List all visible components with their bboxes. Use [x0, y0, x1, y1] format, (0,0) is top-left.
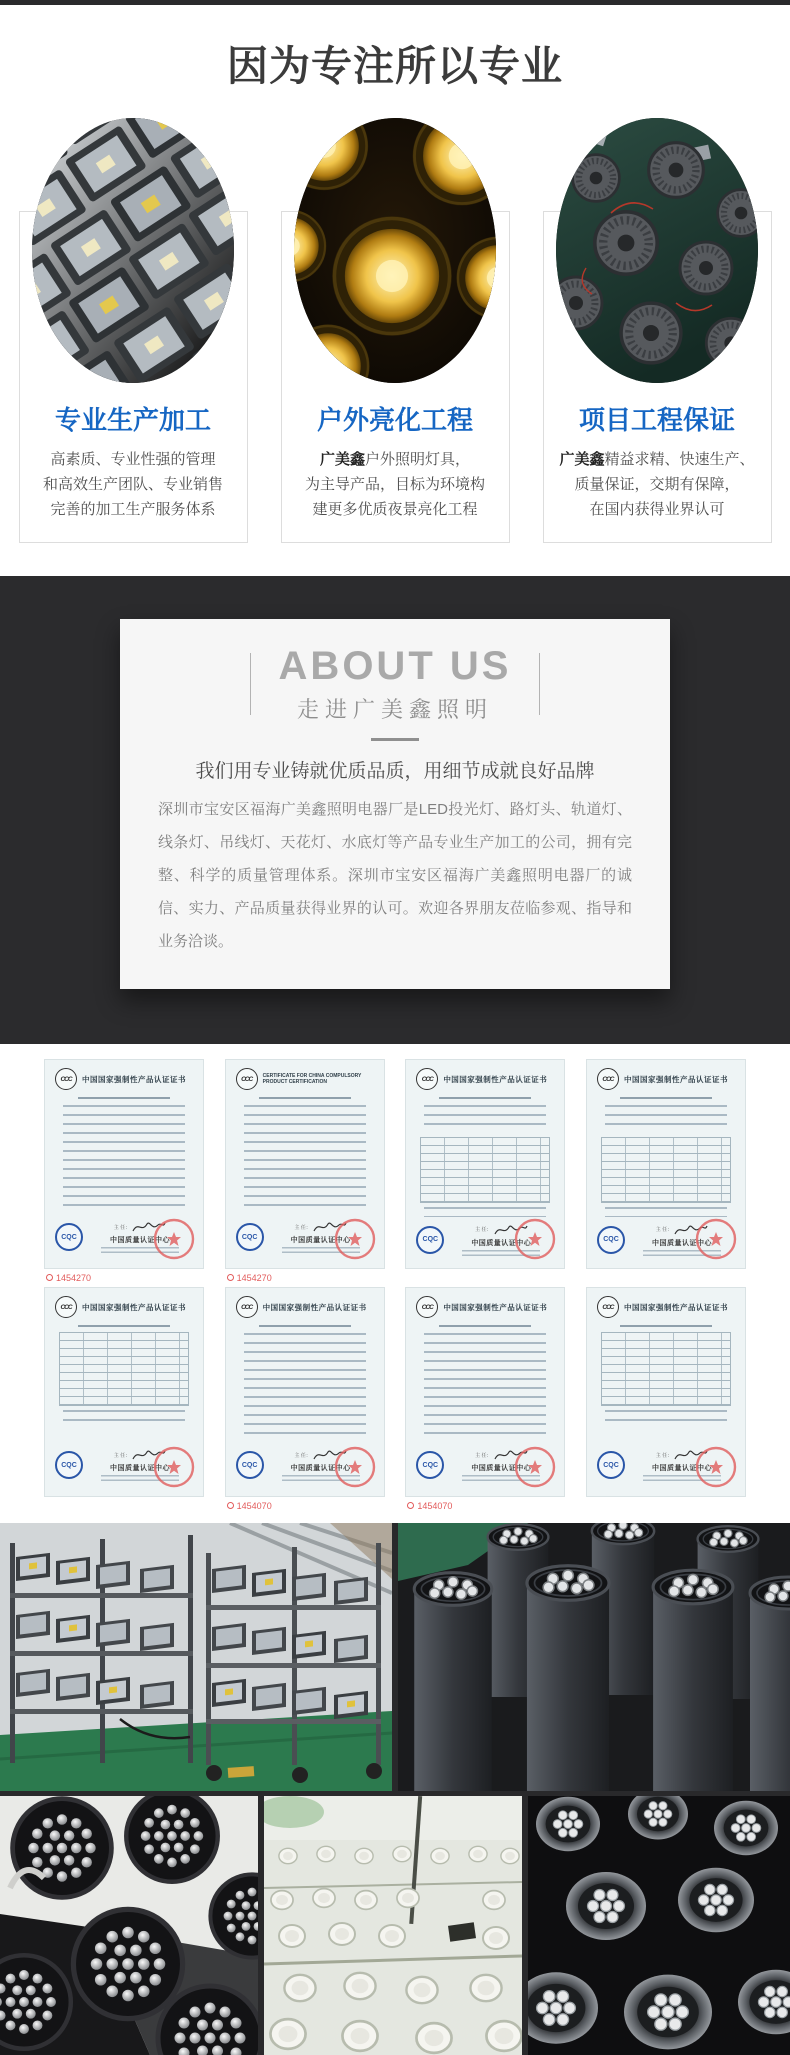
certificate-2 — [225, 1059, 385, 1284]
certificate-title: 中国国家强制性产品认证证书 — [82, 1302, 186, 1312]
glowing-lights-photo — [294, 118, 496, 383]
fine-print — [424, 1105, 546, 1132]
housing-parts-photo-art — [556, 118, 758, 383]
serial-number: 1454270 — [56, 1272, 92, 1283]
certificate-number-line — [78, 1325, 170, 1327]
certificate-title: 中国国家强制性产品认证证书 — [82, 1074, 186, 1084]
certificate-paper — [44, 1287, 204, 1497]
brand-name: 广美鑫 — [559, 451, 605, 468]
certificate-number-line — [78, 1097, 170, 1099]
downlight-cylinders-photo — [398, 1523, 790, 1791]
fine-print — [424, 1207, 546, 1218]
issuer-label: 中国质量认证中心 — [290, 1237, 351, 1245]
red-stamp-icon — [334, 1218, 376, 1260]
ccc-logo-icon: CCC — [416, 1068, 438, 1090]
certificate-serial — [225, 1499, 385, 1512]
red-stamp-icon — [334, 1446, 376, 1488]
about-heading — [158, 645, 632, 723]
ccc-logo-icon: CCC — [597, 1296, 619, 1318]
feature-card-guarantee — [543, 211, 772, 543]
certificate-footer — [236, 1212, 374, 1262]
certificate-paper — [405, 1059, 565, 1269]
issuer-label: 中国质量认证中心 — [651, 1239, 712, 1247]
desc-line: 建更多优质夜景亮化工程 — [312, 501, 478, 518]
certificate-title: 中国国家强制性产品认证证书 — [623, 1302, 728, 1312]
fine-print — [244, 1105, 366, 1212]
certificate-title: 中国国家强制性产品认证证书 — [623, 1074, 728, 1084]
certificate-title: CERTIFICATE FOR CHINA COMPULSORY PRODUCT CERTIFICATION — [262, 1073, 362, 1085]
cqc-logo-icon: CQC — [236, 1451, 264, 1479]
certificate-title: 中国国家强制性产品认证证书 — [262, 1302, 367, 1312]
feature-title: 项目工程保证 — [578, 405, 735, 435]
ccc-logo-icon: CCC — [236, 1296, 258, 1318]
ccc-logo-icon: CCC — [597, 1068, 619, 1090]
signer-label: 主 任： — [113, 1224, 131, 1231]
spec-table — [420, 1137, 550, 1203]
brand-name: 广美鑫 — [319, 451, 365, 468]
cqc-logo-icon: CQC — [416, 1226, 444, 1254]
about-headline: 我们用专业铸就优质品质，用细节成就良好品牌 — [195, 761, 595, 782]
multi-led-lamps-photo — [528, 1796, 790, 2055]
certificate-paper — [225, 1059, 385, 1269]
serial-marker-icon — [46, 1274, 53, 1281]
certificate-paper — [405, 1287, 565, 1497]
red-stamp-icon — [514, 1218, 556, 1260]
desc-line: 精益求精、快速生产、 — [604, 451, 755, 468]
serial-number: 1454270 — [236, 1272, 272, 1283]
certificate-7 — [405, 1287, 565, 1512]
certificate-title: 中国国家强制性产品认证证书 — [443, 1074, 548, 1084]
fine-print — [605, 1207, 727, 1218]
cqc-logo-icon: CQC — [236, 1223, 264, 1251]
signer-label: 主 任： — [294, 1224, 311, 1231]
issuer-label: 中国质量认证中心 — [110, 1237, 170, 1245]
feature-desc — [550, 447, 765, 522]
fine-print — [424, 1333, 546, 1440]
fine-print — [63, 1410, 185, 1422]
certificate-paper — [586, 1287, 746, 1497]
desc-line: 完善的加工生产服务体系 — [50, 501, 216, 518]
red-stamp-icon — [695, 1218, 737, 1260]
issuer-label: 中国质量认证中心 — [471, 1465, 532, 1473]
about-section — [0, 576, 790, 1044]
signer-label: 主 任： — [113, 1452, 131, 1459]
desc-line: 在国内获得业界认可 — [589, 501, 725, 518]
heading-left-line — [250, 653, 251, 715]
cqc-logo-icon: CQC — [597, 1451, 625, 1479]
certificate-number-line — [620, 1097, 712, 1099]
issuer-label: 中国质量认证中心 — [110, 1465, 170, 1472]
certificate-5 — [44, 1287, 204, 1512]
certificate-paper — [225, 1287, 385, 1497]
certificate-8 — [586, 1287, 746, 1512]
certificate-number-line — [259, 1097, 351, 1099]
ccc-logo-icon: CCC — [236, 1068, 258, 1090]
about-body: 深圳市宝安区福海广美鑫照明电器厂是LED投光灯、路灯头、轨道灯、线条灯、吊线灯、天花灯、水底灯等产品专业生产加工的公司，拥有完整、科学的质量管理体系。深圳市宝安区福海广美鑫照明电器厂的诚信、实力、产品质量获得业界的认可。欢迎各界朋友莅临参观、指导和业务洽谈。 — [158, 801, 632, 950]
heading-underline — [371, 738, 419, 741]
certificate-paper — [44, 1059, 204, 1269]
certificate-footer — [597, 1217, 735, 1262]
spec-table — [601, 1137, 731, 1203]
cqc-logo-icon: CQC — [597, 1226, 625, 1254]
serial-number: 1454070 — [236, 1500, 272, 1511]
spec-table — [601, 1332, 731, 1406]
glowing-lights-photo-art — [294, 118, 496, 383]
red-stamp-icon — [153, 1218, 195, 1260]
gallery-row-1 — [0, 1523, 790, 1791]
feature-title: 专业生产加工 — [54, 405, 211, 435]
desc-line: 和高效生产团队、专业销售 — [42, 476, 223, 493]
factory-gallery — [0, 1523, 790, 2055]
fine-print — [63, 1105, 185, 1212]
desc-line: 户外照明灯具， — [365, 451, 471, 468]
signer-label: 主 任： — [655, 1227, 673, 1234]
certificate-footer — [55, 1212, 193, 1262]
certificate-footer — [416, 1440, 554, 1490]
feature-cards — [0, 117, 790, 543]
serial-marker-icon — [227, 1502, 234, 1509]
ccc-logo-icon: CCC — [55, 1296, 77, 1318]
gallery-row-2 — [0, 1796, 790, 2055]
signer-label: 主 任： — [475, 1452, 492, 1459]
page-title: 因为专注所以专业 — [227, 43, 563, 89]
feature-section — [0, 5, 790, 543]
ccc-logo-icon: CCC — [55, 1068, 77, 1090]
cqc-logo-icon: CQC — [55, 1451, 83, 1479]
certificate-footer — [597, 1440, 735, 1490]
serial-marker-icon — [227, 1274, 234, 1281]
feature-desc — [288, 447, 503, 522]
certificate-1 — [44, 1059, 204, 1284]
serial-marker-icon — [407, 1502, 414, 1509]
certificate-number-line — [259, 1325, 351, 1327]
housing-parts-photo — [556, 118, 758, 383]
red-stamp-icon — [695, 1446, 737, 1488]
cqc-logo-icon: CQC — [416, 1451, 444, 1479]
certificate-serial — [225, 1271, 385, 1284]
signer-label: 主 任： — [294, 1452, 311, 1459]
assembly-tables-photo — [264, 1796, 522, 2055]
spec-table — [59, 1332, 189, 1406]
serial-number: 1454070 — [417, 1500, 453, 1511]
certificate-4 — [586, 1059, 746, 1284]
warehouse-racks-photo-art — [0, 1523, 392, 1791]
desc-line: 质量保证，交期有保障， — [574, 476, 740, 493]
floodlight-grid-photo-art — [32, 118, 234, 383]
desc-line: 为主导产品，目标为环境构 — [304, 476, 485, 493]
warehouse-racks-photo — [0, 1523, 392, 1791]
certificate-3 — [405, 1059, 565, 1284]
cqc-logo-icon: CQC — [55, 1223, 83, 1251]
signer-label: 主 任： — [655, 1452, 673, 1459]
feature-card-production — [19, 211, 248, 543]
feature-card-outdoor — [281, 211, 510, 543]
about-title-cn: 走进广美鑫照明 — [296, 697, 493, 722]
certificates-section — [0, 1044, 790, 1523]
certificate-serial — [44, 1271, 204, 1284]
certificate-serial — [405, 1499, 565, 1512]
feature-desc — [26, 447, 241, 522]
certificate-row-1 — [44, 1059, 746, 1284]
certificate-number-line — [620, 1325, 712, 1327]
red-stamp-icon — [514, 1446, 556, 1488]
certificate-6 — [225, 1287, 385, 1512]
led-spotlights-photo-art — [0, 1796, 258, 2055]
certificate-number-line — [439, 1097, 531, 1099]
signer-label: 主 任： — [475, 1227, 492, 1234]
certificate-number-line — [439, 1325, 531, 1327]
certificate-footer — [236, 1440, 374, 1490]
feature-title: 户外亮化工程 — [316, 405, 473, 435]
heading-right-line — [539, 653, 540, 715]
certificate-footer — [416, 1217, 554, 1262]
about-card — [120, 619, 670, 989]
multi-led-lamps-photo-art — [528, 1796, 790, 2055]
about-title-en: ABOUT US — [278, 644, 512, 688]
led-spotlights-photo — [0, 1796, 258, 2055]
floodlight-grid-photo — [32, 118, 234, 383]
certificate-row-2 — [44, 1287, 746, 1512]
certificate-footer — [55, 1440, 193, 1490]
desc-line: 高素质、专业性强的管理 — [50, 451, 216, 468]
assembly-tables-photo-art — [264, 1796, 522, 2055]
fine-print — [605, 1410, 727, 1422]
red-stamp-icon — [153, 1446, 195, 1488]
fine-print — [605, 1105, 727, 1132]
certificate-paper — [586, 1059, 746, 1269]
issuer-label: 中国质量认证中心 — [651, 1465, 712, 1472]
downlight-cylinders-photo-art — [398, 1523, 790, 1791]
ccc-logo-icon: CCC — [416, 1296, 438, 1318]
issuer-label: 中国质量认证中心 — [471, 1239, 532, 1247]
fine-print — [244, 1333, 366, 1440]
issuer-label: 中国质量认证中心 — [290, 1465, 351, 1473]
certificate-title: 中国国家强制性产品认证证书 — [443, 1302, 548, 1312]
